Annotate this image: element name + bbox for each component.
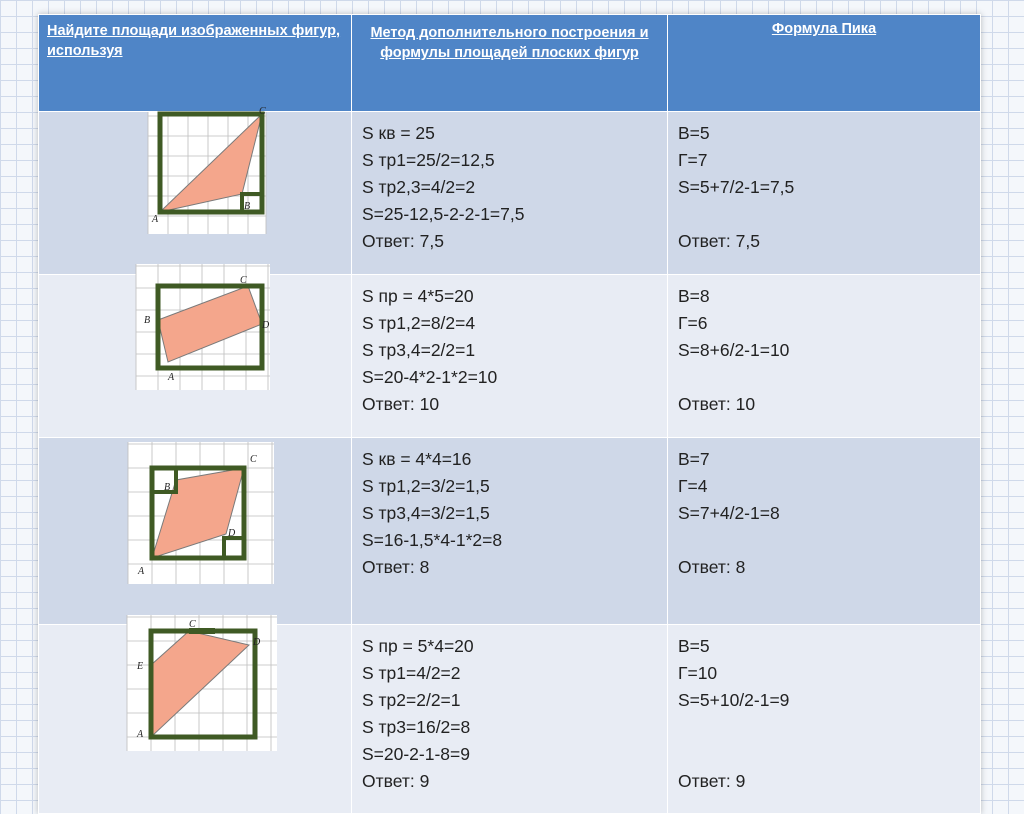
vertex-label: C — [259, 106, 266, 117]
vertex-label: C — [189, 619, 196, 630]
answer-line: Ответ: 8 — [678, 557, 746, 577]
grid-figure-1 — [142, 106, 272, 236]
method-line: S тр3,4=3/2=1,5 — [362, 503, 490, 523]
table-row — [39, 625, 981, 814]
spacer — [678, 364, 970, 391]
vertex-label: D — [253, 637, 261, 648]
method-line: S кв = 4*4=16 — [362, 449, 472, 469]
answer-line: Ответ: 9 — [678, 771, 746, 791]
method-cell — [352, 112, 668, 275]
table-row — [39, 275, 981, 438]
vertex-label: C — [240, 275, 247, 286]
figure-cell — [39, 275, 352, 438]
method-line: S=20-2-1-8=9 — [362, 744, 470, 764]
spacer — [678, 527, 970, 554]
answer-line: Ответ: 10 — [678, 394, 756, 414]
pick-line: S=5+7/2-1=7,5 — [678, 177, 795, 197]
method-line: S тр3=16/2=8 — [362, 717, 471, 737]
pick-cell — [668, 438, 981, 625]
method-line: S кв = 25 — [362, 123, 435, 143]
method-line: S тр2=2/2=1 — [362, 690, 461, 710]
answer-line: Ответ: 7,5 — [362, 231, 444, 251]
method-line: S тр1=25/2=12,5 — [362, 150, 495, 170]
header-method: Метод дополнительного построения и формулы площадей плоских фигур — [352, 15, 668, 112]
spacer — [678, 741, 970, 768]
figure-cell — [39, 619, 352, 814]
vertex-label: B — [244, 201, 251, 212]
header-figures: Найдите площади изображенных фигур, используя — [39, 15, 352, 112]
method-line: S тр1,2=3/2=1,5 — [362, 476, 490, 496]
method-line: S тр2,3=4/2=2 — [362, 177, 476, 197]
solutions-table — [38, 14, 981, 814]
grid-figure-3 — [126, 440, 276, 586]
spacer — [678, 201, 970, 228]
figure-cell — [39, 438, 352, 625]
pick-line: S=5+10/2-1=9 — [678, 690, 790, 710]
figure-cell — [39, 106, 352, 275]
method-line: S=16-1,5*4-1*2=8 — [362, 530, 503, 550]
header-pick-formula: Формула Пика — [668, 15, 981, 112]
answer-line: Ответ: 8 — [362, 557, 430, 577]
pick-line: Г=10 — [678, 663, 718, 683]
method-line: S тр3,4=2/2=1 — [362, 340, 476, 360]
pick-line: Г=6 — [678, 313, 708, 333]
method-cell — [352, 438, 668, 625]
pick-cell — [668, 625, 981, 814]
method-line: S пр = 4*5=20 — [362, 286, 474, 306]
vertex-label: A — [138, 566, 145, 577]
vertex-label: A — [168, 372, 175, 383]
pick-line: В=8 — [678, 286, 710, 306]
table-row — [39, 438, 981, 625]
vertex-label: A — [152, 214, 159, 225]
pick-line: S=7+4/2-1=8 — [678, 503, 780, 523]
pick-cell — [668, 112, 981, 275]
answer-line: Ответ: 9 — [362, 771, 430, 791]
grid-figure-2 — [134, 262, 274, 394]
grid-figure-4 — [125, 613, 279, 753]
method-cell — [352, 275, 668, 438]
pick-line: В=7 — [678, 449, 710, 469]
vertex-label: B — [164, 482, 171, 493]
pick-line: В=5 — [678, 123, 710, 143]
method-line: S тр1,2=8/2=4 — [362, 313, 476, 333]
answer-line: Ответ: 7,5 — [678, 231, 760, 251]
pick-line: В=5 — [678, 636, 710, 656]
method-line: S пр = 5*4=20 — [362, 636, 474, 656]
answer-line: Ответ: 10 — [362, 394, 440, 414]
method-line: S=25-12,5-2-2-1=7,5 — [362, 204, 525, 224]
pick-line: Г=4 — [678, 476, 708, 496]
method-line: S тр1=4/2=2 — [362, 663, 461, 683]
spacer — [678, 714, 970, 741]
method-line: S=20-4*2-1*2=10 — [362, 367, 498, 387]
pick-line: Г=7 — [678, 150, 708, 170]
vertex-label: A — [137, 729, 144, 740]
pick-cell — [668, 275, 981, 438]
method-cell — [352, 625, 668, 814]
vertex-label: D — [228, 528, 236, 539]
pick-line: S=8+6/2-1=10 — [678, 340, 790, 360]
vertex-label: B — [144, 315, 151, 326]
header-row — [39, 15, 981, 112]
vertex-label: C — [250, 454, 257, 465]
vertex-label: D — [262, 320, 270, 331]
table-row — [39, 112, 981, 275]
vertex-label: E — [137, 661, 144, 672]
